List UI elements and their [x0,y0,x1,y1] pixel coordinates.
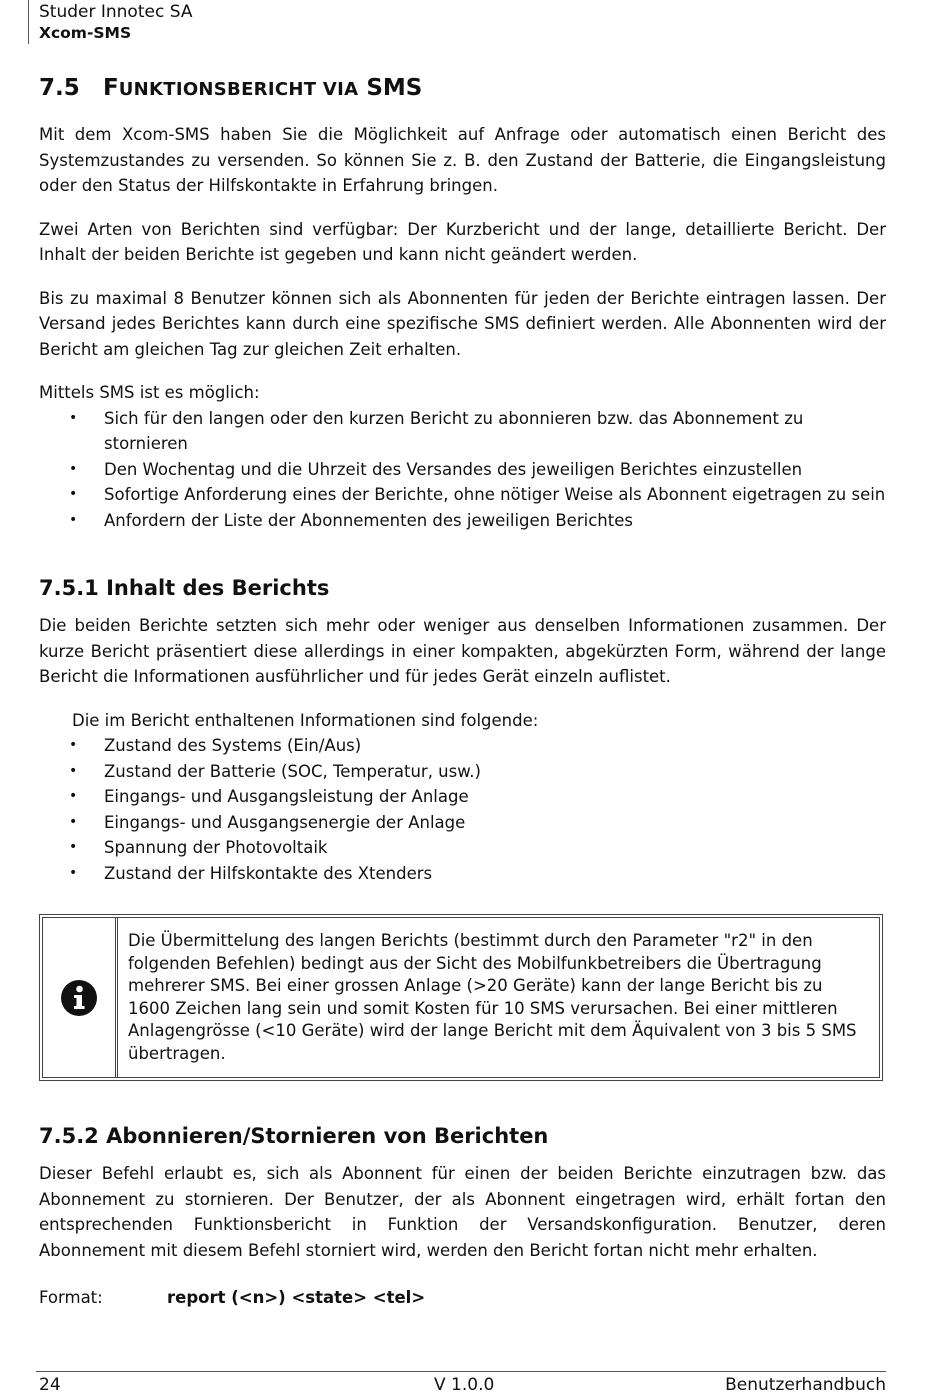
info-list [39,733,886,886]
section-number: 7.5 [39,75,80,101]
info-icon [60,979,98,1017]
subsection-heading: 7.5.2 Abonnieren/Stornieren von Berichten [39,1124,549,1148]
subsection-paragraph: Dieser Befehl erlaubt es, sich als Abonnent für einen der beiden Berichte einzutragen bzw. das Abonnement zu stornieren. Der Benutzer, der als Abonnent eingetragen wird, erhält fortan den entsprechenden Funktionsbericht in Funktion der Versandskonfiguration. Benutzer, deren Abonnement mit diesem Befehl storniert wird, werden den Bericht fortan nicht mehr erhalten. [39,1164,886,1260]
section-paragraph: Zwei Arten von Berichten sind verfügbar: Der Kurzbericht und der lange, detaillierte Bericht. Der Inhalt der beiden Berichte ist gegeben und kann nicht geändert werden. [39,219,886,264]
section-paragraph: Bis zu maximal 8 Benutzer können sich als Abonnenten für jeden der Berichte eintragen lassen. Der Versand jedes Berichtes kann durch eine spezifische SMS definiert werden. Alle Abonnenten wird der Bericht am gleichen Tag zur gleichen Zeit erhalten. [39,288,886,359]
list-item: • Zustand des Systems (Ein/Aus) [39,733,886,759]
header-company: Studer Innotec SA [39,2,193,22]
list-intro: Mittels SMS ist es möglich: [39,383,260,402]
page-header [28,0,192,44]
format-line [39,1285,886,1310]
list-item: • Anfordern der Liste der Abonnementen des jeweiligen Berichtes [39,508,886,534]
format-label: Format: [39,1288,103,1307]
list-item: • Sofortige Anforderung eines der Berichte, ohne nötiger Weise als Abonnent eigetragen zu sein [39,482,886,508]
list-item: • Eingangs- und Ausgangsenergie der Anlage [39,810,886,836]
capability-list [39,406,886,534]
list-item: • Den Wochentag und die Uhrzeit des Versandes des jeweiligen Berichtes einzustellen [39,457,886,483]
page-footer [36,1371,886,1395]
note-text: Die Übermittelung des langen Berichts (bestimmt durch den Parameter "r2" in den folgenden Befehlen) bedingt aus der Sicht des Mobilfunkbetreibers die Übertragung mehrerer SMS. Bei einer grossen Anlage (>20 Geräte) kann der lange Bericht bis zu 1600 Zeichen lang sein und somit Kosten für 10 SMS verursachen. Bei einer mittleren Anlagengrösse (<10 Geräte) wird der lange Bericht mit dem Äquivalent von 3 bis 5 SMS übertragen. [128,931,857,1063]
list-item: • Zustand der Hilfskontakte des Xtenders [39,861,886,887]
list-intro: Die im Bericht enthaltenen Informationen sind folgende: [72,710,539,730]
section-title-first: F [103,75,119,101]
info-note-box [39,914,883,1081]
section-title-end: SMS [366,75,423,101]
footer-doc-title: Benutzerhandbuch [725,1375,886,1395]
format-value: report (<n>) <state> <tel> [167,1288,426,1307]
header-product: Xcom-SMS [39,24,132,42]
note-icon-cell [43,918,118,1077]
section-paragraph: Mit dem Xcom-SMS haben Sie die Möglichkeit auf Anfrage oder automatisch einen Bericht des Systemzustandes zu versenden. So können Sie z. B. den Zustand der Batterie, die Eingangsleistung oder den Status der Hilfskontakte in Erfahrung bringen. [39,125,886,195]
list-item: • Eingangs- und Ausgangsleistung der Anlage [39,784,886,810]
subsection-paragraph: Die beiden Berichte setzten sich mehr oder weniger aus denselben Informationen zusammen. Der kurze Bericht präsentiert diese allerdings in einer kompakten, abgekürzten Form, während der lange Bericht die Informationen ausführlicher und für jedes Gerät einzeln auflistet. [39,616,886,686]
list-item: • Zustand der Batterie (SOC, Temperatur, usw.) [39,759,886,785]
subsection-heading: 7.5.1 Inhalt des Berichts [39,576,330,600]
page-content [39,70,886,1310]
footer-version: V 1.0.0 [434,1375,495,1395]
section-title-smallcaps: UNKTIONSBERICHT VIA [118,79,359,100]
section-heading [39,70,886,108]
footer-page-number: 24 [39,1375,61,1395]
list-item: • Spannung der Photovoltaik [39,835,886,861]
list-item: • Sich für den langen oder den kurzen Bericht zu abonnieren bzw. das Abonnement zu stornieren [39,406,886,457]
